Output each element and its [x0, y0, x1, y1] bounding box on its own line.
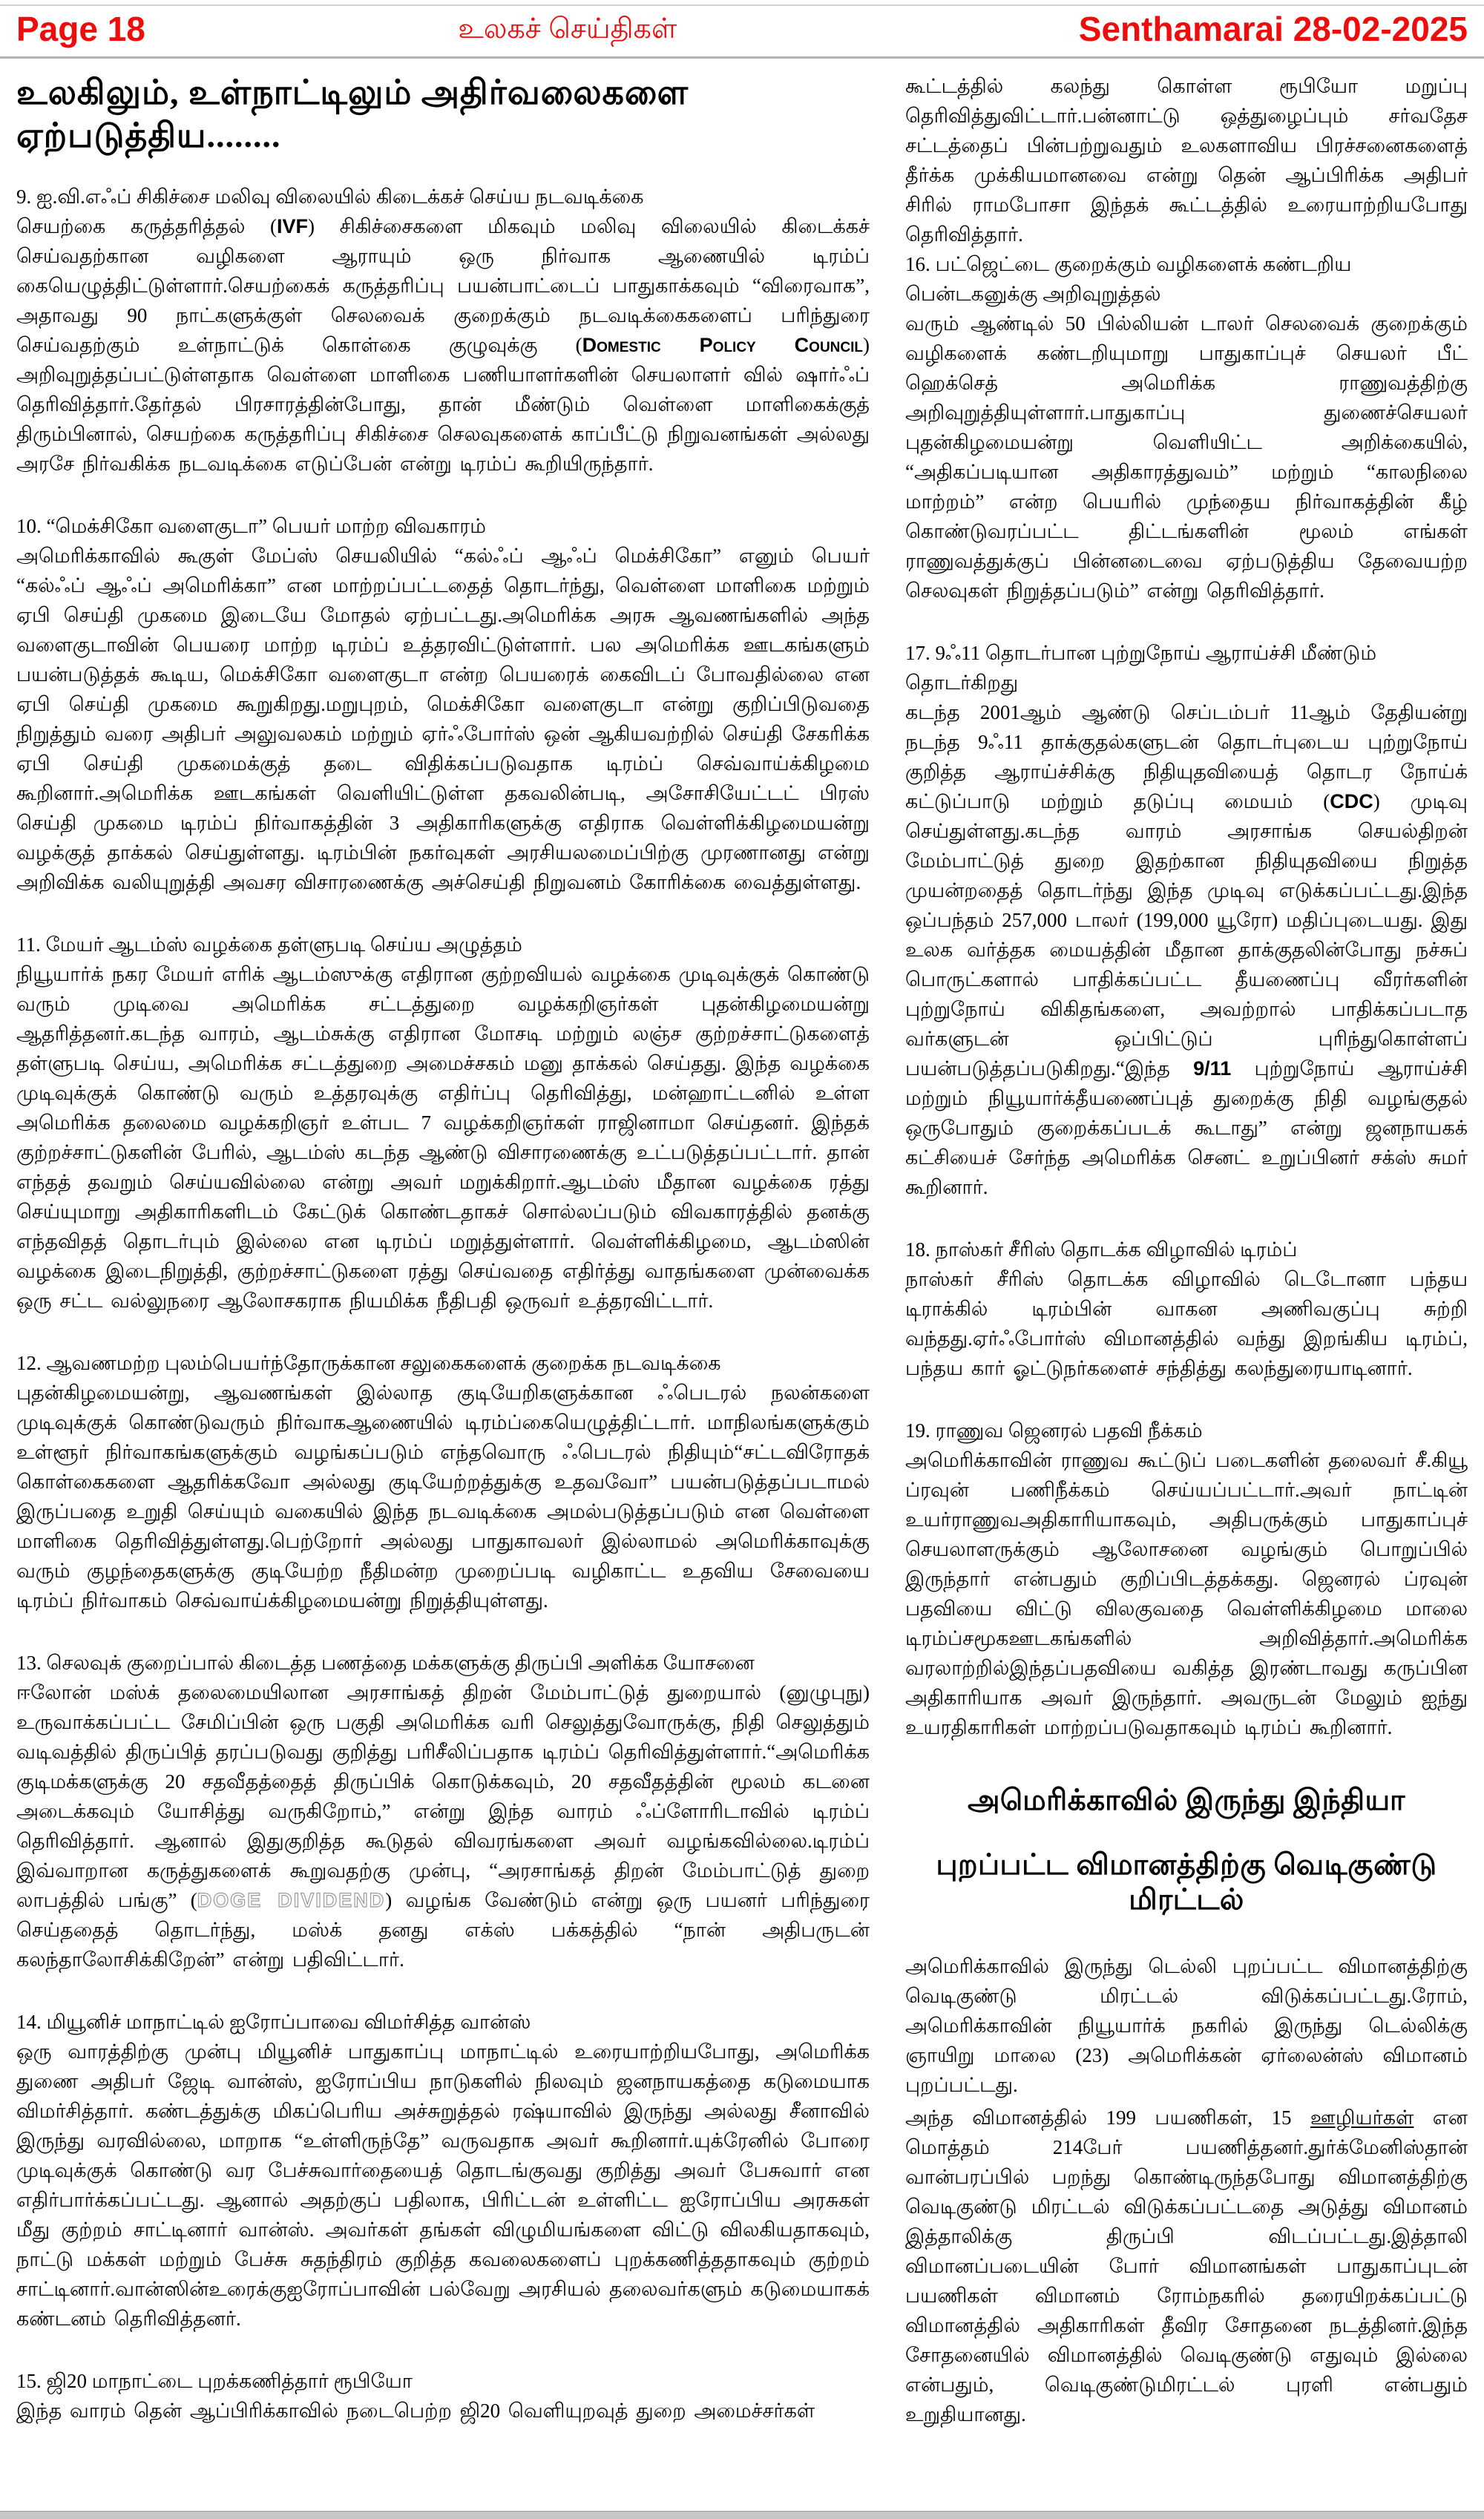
article-body: ஈலோன் மஸ்க் தலைமையிலான அரசாங்கத் திறன் மேம்பாட்டுத் துறையால் (னுழுபுநு) உருவாக்கப்பட்ட சேமிப்பின் ஒரு பகுதி அமெரிக்க வரி செலுத்துவோருக்கு, நிதி செலுத்தும் வடிவத்தில் திருப்பித் தரப்படுவது குறித்து பரிசீலிப்பதாக டிரம்ப் தெரிவித்துள்ளார்.“அமெரிக்க குடிமக்களுக்கு 20 சதவீதத்தைத் திருப்பிக் கொடுக்கவும், 20 சதவீதத்தின் மூலம் கடனை அடைக்கவும் யோசித்து வருகிறோம்,” என்று இந்த வாரம் ஃப்ளோரிடாவில் டிரம்ப் தெரிவித்தார். ஆனால் இதுகுறித்த கூடுதல் விவரங்களை அவர் வழங்கவில்லை.டிரம்ப் இவ்வாறான கருத்துகளைக் கூறுவதற்கு முன்பு, “அரசாங்கத் திறன் மேம்பாட்டுத் துறை லாபத்தில் பங்கு” (DOGE DIVIDEND) வழங்க வேண்டும் என்று ஒரு பயனர் பரிந்துரை செய்ததைத் தொடர்ந்து, மஸ்க் தனது எக்ஸ் பக்கத்தில் “நான் அதிபருடன் கலந்தாலோசிக்கிறேன்” என்று பதிவிட்டார். [16, 1681, 870, 1971]
feature-heading-line1: அமெரிக்காவில் இருந்து இந்தியா [968, 1784, 1405, 1816]
page-number-label: Page 18 [16, 10, 145, 48]
feature-body-paragraph: அந்த விமானத்தில் 199 பயணிகள், 15 ஊழியர்கள் என மொத்தம் 214பேர் பயணித்தனர்.துர்க்மேனிஸ்தான் வான்பரப்பில் பறந்து கொண்டிருந்தபோது விமானத்திற்கு வெடிகுண்டு மிரட்டல் விடுக்கப்பட்டதை அடுத்து விமானம் இத்தாலிக்கு திருப்பி விடப்பட்டது.இத்தாலி விமானப்படையின் போர் விமானங்கள் பாதுகாப்புடன் பயணிகள் விமானம் ரோம்நகரில் தரையிறக்கப்பட்டு விமானத்தில் அதிகாரிகள் தீவிர சோதனை நடத்தினர்.இந்த சோதனையில் விமானத்தில் வெடிகுண்டு எதுவும் இல்லை என்பதும், வெடிகுண்டுமிரட்டல் புரளி என்பதும் உறுதியானது. [905, 2106, 1468, 2426]
edition-date: Senthamarai 28-02-2025 [1078, 10, 1468, 48]
article-title: 15. ஜி20 மாநாட்டை புறக்கணித்தார் ரூபியோ [16, 2370, 413, 2392]
article-body: நாஸ்கர் சீரிஸ் தொடக்க விழாவில் டெடோனா பந்தய டிராக்கில் டிரம்பின் வாகன அணிவகுப்பு சுற்றி வந்தது.ஏர்ஃபோர்ஸ் விமானத்தில் வந்து இறங்கிய டிரம்ப், பந்தய கார் ஓட்டுநர்களைச் சந்தித்து கலந்துரையாடினார். [905, 1268, 1468, 1379]
article-title: 9. ஐ.வி.எஃப் சிகிச்சை மலிவு விலையில் கிடைக்கச் செய்ய நடவடிக்கை [16, 185, 644, 208]
outline-text: DOGE DIVIDEND [197, 1889, 386, 1911]
article-title: 16. பட்ஜெட்டை குறைக்கும் வழிகளைக் கண்டறிய பென்டகனுக்கு அறிவுறுத்தல் [905, 253, 1352, 305]
news-article [16, 1348, 870, 1615]
top-divider [0, 4, 1484, 6]
article-title: 18. நாஸ்கர் சீரிஸ் தொடக்க விழாவில் டிரம்ப் [905, 1238, 1298, 1261]
article-title: 17. 9ஃ11 தொடர்பான புற்றுநோய் ஆராய்ச்சி மீண்டும் தொடர்கிறது [905, 642, 1377, 694]
article-body: கடந்த 2001ஆம் ஆண்டு செப்டம்பர் 11ஆம் தேதியன்று நடந்த 9ஃ11 தாக்குதல்களுடன் தொடர்புடைய புற்றுநோய் குறித்த ஆராய்ச்சிக்கு நிதியுதவியைத் தொடர நோய்க் கட்டுப்பாடு மற்றும் தடுப்பு மையம் (CDC) முடிவு செய்துள்ளது.கடந்த வாரம் அரசாங்க செயல்திறன் மேம்பாட்டுத் துறை இதற்கான நிதியுதவியை நிறுத்த முயன்றதைத் தொடர்ந்து இந்த முடிவு எடுக்கப்பட்டது.இந்த ஒப்பந்தம் 257,000 டாலர் (199,000 யூரோ) மதிப்புடையது. இது உலக வர்த்தக மையத்தின் மீதான தாக்குதலின்போது நச்சுப் பொருட்களால் பாதிக்கப்பட்ட தீயணைப்பு வீரர்களின் புற்றுநோய் விகிதங்களை, அவற்றால் பாதிக்கப்படாத வர்களுடன் ஒப்பிட்டுப் புரிந்துகொள்ளப் பயன்படுத்தப்படுகிறது.“இந்த 9/11 புற்றுநோய் ஆராய்ச்சி மற்றும் நியூயார்க்தீயணைப்புத் துறைக்கு நிதி வழங்குதல் ஒருபோதும் குறைக்கப்படக் கூடாது” என்று ஜனநாயகக் கட்சியைச் சேர்ந்த அமெரிக்க செனட் உறுப்பினர் சக்ஸ் சுமர் கூறினார். [905, 701, 1468, 1198]
article-body: புதன்கிழமையன்று, ஆவணங்கள் இல்லாத குடியேறிகளுக்கான ஃபெடரல் நலன்களை முடிவுக்குக் கொண்டுவரும் நிர்வாகஆணையில் டிரம்ப்கையெழுத்திட்டார். மாநிலங்களுக்கும் உள்ளூர் நிர்வாகங்களுக்கும் வழங்கப்படும் எந்தவொரு ஃபெடரல் நிதியும்“சட்டவிரோதக் கொள்கைகளை ஆதரிக்கவோ அல்லது குடியேற்றத்துக்கு உதவவோ” பயன்படுத்தப்படாமல் இருப்பதை உறுதி செய்யும் வகையில் இந்த நடவடிக்கை அமல்படுத்தப்படும் என வெள்ளை மாளிகை தெரிவித்துள்ளது.பெற்றோர் அல்லது பாதுகாவலர் இல்லாமல் அமெரிக்காவுக்கு வரும் குழந்தைகளுக்கு குடியேற்ற நீதிமன்ற முறைப்படி வழிகாட்ட உதவிய சேவையை டிரம்ப் நிர்வாகம் செவ்வாய்க்கிழமையன்று நிறுத்தியுள்ளது. [16, 1382, 870, 1612]
article-body: இந்த வாரம் தென் ஆப்பிரிக்காவில் நடைபெற்ற ஜி20 வெளியுறவுத் துறை அமைச்சர்கள் [16, 2400, 815, 2422]
feature-body-paragraph: அமெரிக்காவில் இருந்து டெல்லி புறப்பட்ட விமானத்திற்கு வெடிகுண்டு மிரட்டல் விடுக்கப்பட்டது.ரோம், அமெரிக்காவின் நியூயார்க் நகரில் இருந்து டெல்லிக்கு ஞாயிறு மாலை (23) அமெரிக்கன் ஏர்லைன்ஸ் விமானம் புறப்பட்டது. [905, 1955, 1468, 2097]
article-title: 11. மேயர் ஆடம்ஸ் வழக்கை தள்ளுபடி செய்ய அழுத்தம் [16, 933, 522, 956]
section-title: உலகச் செய்திகள் [458, 13, 677, 45]
news-article [16, 182, 870, 479]
right-column [905, 71, 1468, 2505]
news-article [16, 1648, 870, 1974]
lead-headline: உலகிலும், உள்நாட்டிலும் அதிர்வலைகளை ஏற்படுத்திய........ [16, 73, 689, 154]
left-articles [16, 182, 870, 2426]
article-title: 13. செலவுக் குறைப்பால் கிடைத்த பணத்தை மக்களுக்கு திருப்பி அளிக்க யோசனை [16, 1652, 755, 1674]
article-body: வரும் ஆண்டில் 50 பில்லியன் டாலர் செலவைக் குறைக்கும் வழிகளைக் கண்டறியுமாறு பாதுகாப்புச் செயலர் பீட் ஹெக்செத் அமெரிக்க ராணுவத்திற்கு அறிவுறுத்தியுள்ளார்.பாதுகாப்பு துணைச்செயலர் புதன்கிழமையன்று வெளியிட்ட அறிக்கையில், “அதிகப்படியான அதிகாரத்துவம்” மற்றும் “காலநிலை மாற்றம்” என்ற பெயரில் முந்தைய நிர்வாகத்தின் கீழ் கொண்டுவரப்பட்ட திட்டங்களின் மூலம் எங்கள் ராணுவத்துக்குப் பின்னடைவை ஏற்படுத்திய தேவையற்ற செலவுகள் நிறுத்தப்படும்” என்று தெரிவித்தார். [905, 312, 1468, 602]
article-body: அமெரிக்காவின் ராணுவ கூட்டுப் படைகளின் தலைவர் சீ.கியூ ப்ரவுன் பணிநீக்கம் செய்யப்பட்டார்.அவர் நாட்டின் உயர்ராணுவஅதிகாரியாகவும், அதிபருக்கும் பாதுகாப்புச் செயலாளருக்கும் ஆலோசனை வழங்கும் பொறுப்பில் இருந்தார் என்பதும் குறிப்பிடத்தக்கது. ஜெனரல் ப்ரவுன் பதவியை விட்டு விலகுவதை வெள்ளிக்கிழமை மாலை டிரம்ப்சமூகஊடகங்களில் அறிவித்தார்.அமெரிக்க வரலாற்றில்இந்தப்பதவியை வகித்த இரண்டாவது கருப்பின அதிகாரியாக அவர் இருந்தார். அவருடன் மேலும் ஐந்து உயரதிகாரிகள் மாற்றப்படுவதாகவும் டிரம்ப் கூறினார். [905, 1449, 1468, 1738]
news-article [905, 1416, 1468, 1742]
news-article [905, 638, 1468, 1202]
article-body: ஒரு வாரத்திற்கு முன்பு மியூனிச் பாதுகாப்பு மாநாட்டில் உரையாற்றியபோது, அமெரிக்க துணை அதிபர் ஜேடி வான்ஸ், ஐரோப்பிய நாடுகளில் நிலவும் ஜனநாயகத்தை கடுமையாக விமர்சித்தார். கண்டத்துக்கு மிகப்பெரிய அச்சுறுத்தல் ரஷ்யாவில் இருந்து அல்லது சீனாவில் இருந்து வரவில்லை, மாறாக “உள்ளிருந்தே” வருவதாக அவர் கூறினார்.யுக்ரேனில் போரை முடிவுக்குக் கொண்டு வர பேச்சுவார்தையைத் தொடங்குவது குறித்து அவர் பேசுவார் என எதிர்பார்க்கப்பட்டது. ஆனால் அதற்குப் பதிலாக, பிரிட்டன் உள்ளிட்ட ஐரோப்பிய அரசுகள் மீது குற்றம் சாட்டினார் வான்ஸ். அவர்கள் தங்கள் விழுமியங்களை விட்டு விலகியதாகவும், நாட்டு மக்கள் மற்றும் பேச்சு சுதந்திரம் குறித்த கவலைகளைப் புறக்கணித்ததாகவும் குற்றம் சாட்டினார்.வான்ஸின்உரைக்குஐரோப்பாவின் பல்வேறு அரசியல் தலைவர்களும் கடுமையாகக் கண்டனம் தெரிவித்தனர். [16, 2040, 870, 2330]
news-article [905, 249, 1468, 605]
left-column [16, 71, 870, 2505]
content-columns [16, 71, 1468, 2505]
feature-heading-line2: புறப்பட்ட விமானத்திற்கு வெடிகுண்டு மிரட்டல் [936, 1848, 1437, 1916]
article-title: 14. மியூனிச் மாநாட்டில் ஐரோப்பாவை விமர்சித்த வான்ஸ் [16, 2011, 531, 2033]
news-article [905, 1235, 1468, 1383]
news-article [16, 2007, 870, 2334]
article-body: அமெரிக்காவில் கூகுள் மேப்ஸ் செயலியில் “கல்ஃப் ஆஃப் மெக்சிகோ” எனும் பெயர் “கல்ஃப் ஆஃப் அமெரிக்கா” என மாற்றப்பட்டதைத் தொடர்ந்து, வெள்ளை மாளிகை மற்றும் ஏபி செய்தி முகமை இடையே மோதல் ஏற்பட்டது.அமெரிக்க அரசு ஆவணங்களில் அந்த வளைகுடாவின் பெயரை மாற்ற டிரம்ப் உத்தரவிட்டுள்ளார். பல அமெரிக்க ஊடகங்களும் பயன்படுத்தக் கூடிய, மெக்சிகோ வளைகுடா என்ற பெயரைக் கைவிடப் போவதில்லை என ஏபி செய்தி முகமை கூறுகிறது.மறுபுறம், மெக்சிகோ வளைகுடா என்று குறிப்பிடுவதை நிறுத்தும் வரை அதிபர் அலுவலகம் மற்றும் ஏர்ஃபோர்ஸ் ஒன் ஆகியவற்றில் செய்தி சேகரிக்க ஏபி செய்தி முகமைக்குத் தடை விதிக்கப்படுவதாக டிரம்ப் செவ்வாய்க்கிழமை கூறினார்.அமெரிக்க ஊடகங்கள் வெளியிட்டுள்ள தகவலின்படி, அசோசியேட்டட் பிரஸ் செய்தி முகமை டிரம்ப் நிர்வாகத்தின் 3 அதிகாரிகளுக்கு எதிராக வெள்ளிக்கிழமையன்று வழக்குத் தாக்கல் செய்துள்ளது. டிரம்பின் நகர்வுகள் அரசியலமைப்பிற்கு முரணானது என்று அறிவிக்க வலியுறுத்தி அவசர விசாரணைக்கு அச்செய்தி நிறுவனம் கோரிக்கை வைத்துள்ளது. [16, 545, 870, 893]
article-title: 10. “மெக்சிகோ வளைகுடா” பெயர் மாற்ற விவகாரம் [16, 515, 486, 537]
page-header [0, 12, 1484, 49]
article-continuation: கூட்டத்தில் கலந்து கொள்ள ரூபியோ மறுப்பு தெரிவித்துவிட்டார்.பன்னாட்டு ஒத்துழைப்பும் சர்வதேச சட்டத்தைப் பின்பற்றுவதும் உலகளாவிய பிரச்சனைகளைத் தீர்க்க முக்கியமானவை என்று தென் ஆப்பிரிக்க அதிபர் சிரில் ராமபோசா இந்தக் கூட்டத்தில் உரையாற்றியபோது தெரிவித்தார். [905, 75, 1468, 246]
bottom-divider [0, 2511, 1484, 2519]
article-body: செயற்கை கருத்தரித்தல் (IVF) சிகிச்சைகளை மிகவும் மலிவு விலையில் கிடைக்கச் செய்வதற்கான வழிகளை ஆராயும் ஒரு நிர்வாக ஆணையில் டிரம்ப் கையெழுத்திட்டுள்ளார்.செயற்கைக் கருத்தரிப்பு பயன்பாட்டைப் பாதுகாக்கவும் “விரைவாக”, அதாவது 90 நாட்களுக்குள் செலவைக் குறைக்கும் நடவடிக்கைகளைப் பரிந்துரை செய்வதற்கும் உள்நாட்டுக் கொள்கை குழுவுக்கு (Domestic Policy Council) அறிவுறுத்தப்பட்டுள்ளதாக வெள்ளை மாளிகை பணியாளர்களின் செயலாளர் வில் ஷார்ஃப் தெரிவித்தார்.தேர்தல் பிரசாரத்தின்போது, தான் மீண்டும் வெள்ளை மாளிகைக்குத் திரும்பினால், செயற்கை கருத்தரிப்பு சிகிச்சை செலவுகளைக் காப்பீட்டு நிறுவனங்கள் அல்லது அரசே நிர்வகிக்க நடவடிக்கை எடுப்பேன் என்று டிரம்ப் கூறியிருந்தார். [16, 215, 870, 475]
article-title: 12. ஆவணமற்ற புலம்பெயர்ந்தோருக்கான சலுகைகளைக் குறைக்க நடவடிக்கை [16, 1352, 721, 1374]
news-article [16, 511, 870, 897]
header-divider [0, 56, 1484, 60]
news-article [16, 930, 870, 1316]
feature-article [905, 1784, 1468, 2429]
article-body: நியூயார்க் நகர மேயர் எரிக் ஆடம்ஸுக்கு எதிரான குற்றவியல் வழக்கை முடிவுக்குக் கொண்டு வரும் முடிவை அமெரிக்க சட்டத்துறை வழக்கறிஞர்கள் புதன்கிழமையன்று ஆதரித்தனர்.கடந்த வாரம், ஆடம்சுக்கு எதிரான மோசடி மற்றும் லஞ்ச குற்றச்சாட்டுகளைத் தள்ளுபடி செய்ய, அமெரிக்க சட்டத்துறை அமைச்சகம் மனு தாக்கல் செய்தது. இந்த வழக்கை முடிவுக்குக் கொண்டு வரும் உத்தரவுக்கு எதிர்ப்பு தெரிவித்து, மன்ஹாட்டனில் உள்ள அமெரிக்க தலைமை வழக்கறிஞர் உள்பட 7 வழக்கறிஞர்கள் ராஜினாமா செய்தனர். இந்தக் குற்றச்சாட்டுகளின் பேரில், ஆடம்ஸ் கடந்த ஆண்டு விசாரணைக்கு உட்படுத்தப்பட்டார். தான் எந்தத் தவறும் செய்யவில்லை என்று அவர் மறுக்கிறார்.ஆடம்ஸ் மீதான வழக்கை ரத்து செய்யுமாறு அதிகாரிகளிடம் கேட்டுக் கொண்டதாகச் சொல்லப்படும் விவகாரத்தில் தனக்கு எந்தவிதத் தொடர்பும் இல்லை என டிரம்ப் மறுத்துள்ளார். வெள்ளிக்கிழமை, ஆடம்ஸின் வழக்கை இடைநிறுத்தி, குற்றச்சாட்டுகளை ரத்து செய்வதை எதிர்த்து வாதங்களை முன்வைக்க ஒரு சட்ட வல்லுநரை ஆலோசகராக நியமிக்க நீதிபதி ஒருவர் உத்தரவிட்டார். [16, 963, 870, 1312]
news-article [16, 2366, 870, 2426]
article-title: 19. ராணுவ ஜெனரல் பதவி நீக்கம் [905, 1419, 1203, 1442]
right-articles [905, 249, 1468, 1742]
